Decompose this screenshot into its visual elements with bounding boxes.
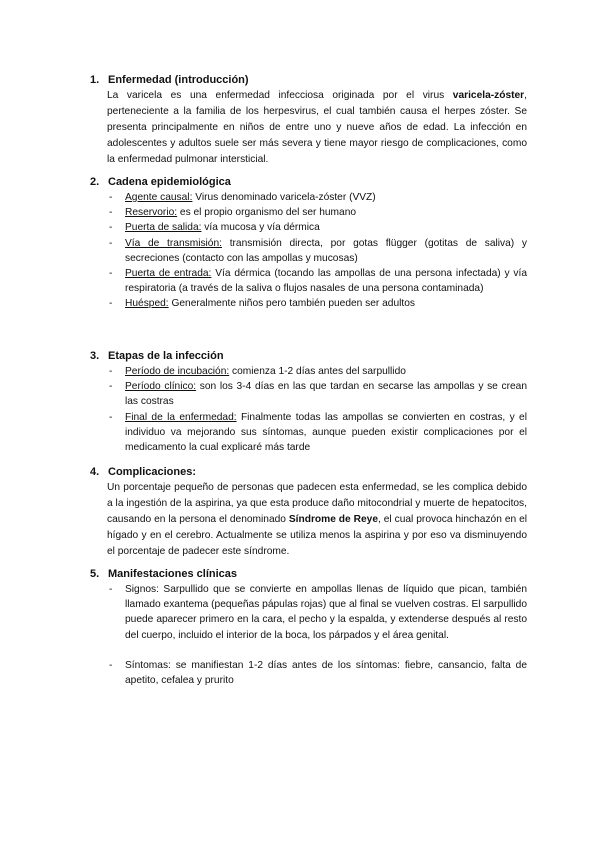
item-text: Vía dérmica (tocando las ampollas de una persona infectada) y vía respiratoria (a través de la saliva o flujos nasales de una persona contaminada) [125, 268, 528, 295]
bullet-list [90, 364, 527, 455]
item-label: Agente causal: [125, 192, 193, 203]
section-heading [90, 566, 527, 582]
bullet-list [90, 658, 527, 688]
item-label: Puerta de entrada: [125, 268, 212, 280]
item-label: Vía de transmisión: [125, 237, 222, 249]
section-paragraph [107, 480, 527, 560]
section-cadena-epidemiologica [90, 174, 527, 312]
paragraph-text: , perteneciente a la familia de los herpesvirus, el cual también causa el herpes zóster. Se presenta principalmente en niños de entre uno y nueve años de edad. La infección en adolescentes y adultos suele ser más severa y tiene mayor riesgo de complicaciones, como la enfermedad pulmonar intersticial. [107, 90, 527, 165]
section-number: 5. [90, 568, 100, 580]
section-heading [90, 464, 527, 480]
section-number: 2. [90, 176, 100, 188]
section-number: 4. [90, 466, 100, 478]
paragraph-text: , el cual provoca hinchazón en el hígado y en el cerebro. Actualmente se utiliza menos la aspirina y por eso va disminuyendo el porcentaje de padecer este síndrome. [107, 514, 528, 557]
item-text: Virus denominado varicela-zóster (VVZ) [192, 192, 376, 203]
item-text: Síntomas: se manifiestan 1-2 días antes de los síntomas: fiebre, cansancio, falta de apetito, cefalea y prurito [125, 659, 527, 687]
item-label: Período de incubación: [125, 366, 230, 377]
section-title: Etapas de la infección [108, 350, 224, 362]
bold-term: Síndrome de Reye [288, 514, 378, 525]
item-label: Huésped: [125, 298, 169, 310]
list-item [125, 379, 527, 409]
item-text: Signos: Sarpullido que se convierte en ampollas llenas de líquido que pican, también llamado exantema (pequeñas pápulas rojas) que al final se vuelven costras. El sarpullido puede aparecer primero en la cara, el pecho y la espalda, y extenderse después al resto del cuerpo, incluido el interior de la boca, los párpados y el área genital. [125, 584, 527, 641]
spacer [90, 643, 527, 658]
list-item [125, 296, 527, 311]
section-title: Complicaciones: [108, 466, 197, 478]
section-number: 1. [90, 74, 100, 86]
item-text: Finalmente todas las ampollas se convierten en costras, y el individuo va mejorando sus síntomas, aunque pueden existir complicaciones por el medicamento la cual explicaré más tarde [125, 411, 527, 454]
list-item [125, 220, 527, 235]
section-paragraph [107, 88, 527, 168]
section-title: Cadena epidemiológica [108, 176, 231, 188]
list-item [125, 658, 527, 688]
section-title: Manifestaciones clínicas [108, 568, 237, 580]
item-label: Final de la enfermedad: [125, 411, 237, 423]
item-text: transmisión directa, por gotas flügger (gotitas de saliva) y secreciones (contacto con las ampollas y mucosas) [125, 237, 527, 264]
section-heading [90, 348, 527, 364]
list-item [125, 364, 527, 379]
item-label: Período clínico: [125, 381, 197, 393]
list-item [125, 582, 527, 643]
section-heading [90, 72, 527, 88]
list-item [125, 205, 527, 220]
item-text: son los 3-4 días en las que tardan en secarse las ampollas y se crean las costras [125, 381, 528, 408]
item-label: Puerta de salida: [125, 222, 202, 234]
item-label: Reservorio: [125, 207, 178, 219]
section-title: Enfermedad (introducción) [108, 74, 249, 86]
list-item [125, 190, 527, 205]
paragraph-text: Un porcentaje pequeño de personas que padecen esta enfermedad, se les complica debido a la ingestión de la aspirina, ya que esta produce daño mitocondrial y muerte de hepatocitos, causando en la persona el denominado [107, 482, 527, 525]
paragraph-text: La varicela es una enfermedad infecciosa originada por el virus [107, 90, 453, 101]
section-number: 3. [90, 350, 100, 362]
bold-term: varicela-zóster [452, 90, 525, 101]
bullet-list [90, 582, 527, 643]
section-manifestaciones-clinicas [90, 566, 527, 688]
bullet-list [90, 190, 527, 312]
section-introduccion [90, 72, 527, 168]
list-item [125, 266, 527, 296]
item-text: comienza 1-2 días antes del sarpullido [229, 366, 406, 377]
list-item [125, 236, 527, 266]
section-heading [90, 174, 527, 190]
section-complicaciones [90, 464, 527, 560]
item-text: Generalmente niños pero también pueden ser adultos [168, 298, 415, 310]
item-text: es el propio organismo del ser humano [177, 207, 357, 219]
list-item [125, 410, 527, 456]
item-text: vía mucosa y vía dérmica [201, 222, 320, 234]
section-etapas-infeccion [90, 348, 527, 455]
